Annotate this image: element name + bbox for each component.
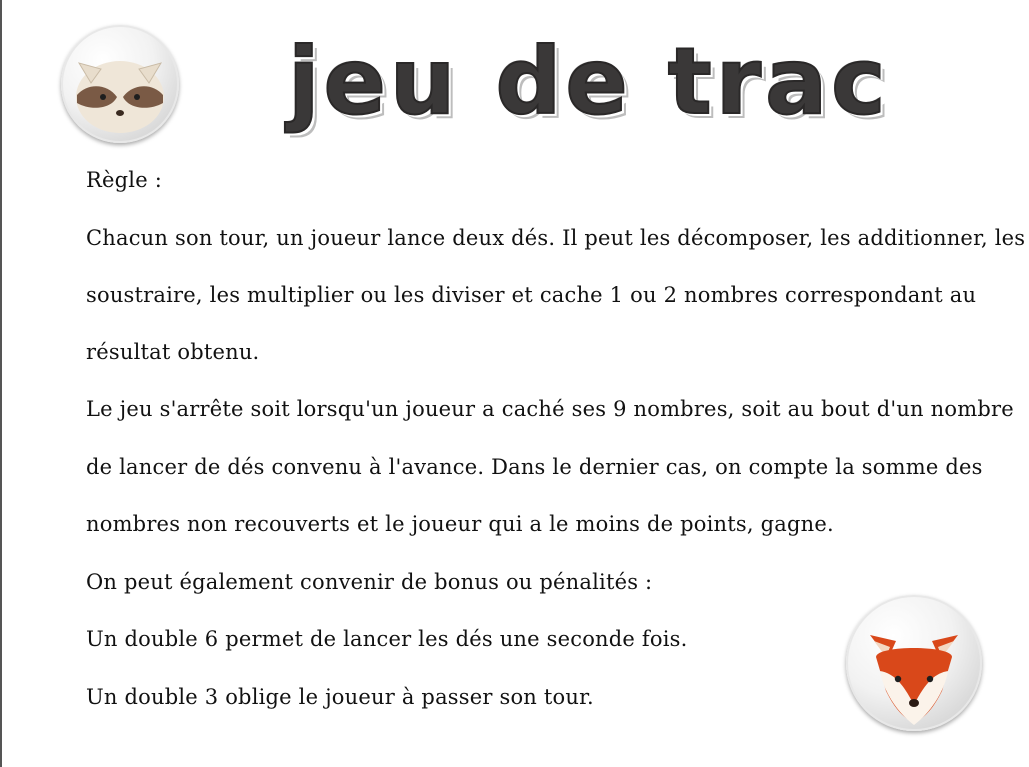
fox-badge (846, 595, 982, 731)
raccoon-face-icon (61, 25, 179, 143)
page-left-border (0, 0, 2, 767)
rules-line: Chacun son tour, un joueur lance deux dés. Il peut les décomposer, les additionner, les (86, 225, 1026, 250)
page-title: jeu de trac (288, 28, 890, 135)
rules-line: Un double 6 permet de lancer les dés une seconde fois. (86, 627, 688, 651)
rules-line: résultat obtenu. (86, 339, 260, 364)
rules-line: soustraire, les multiplier ou les diviser et cache 1 ou 2 nombres correspondant au (86, 283, 977, 307)
rules-line: Le jeu s'arrête soit lorsqu'un joueur a caché ses 9 nombres, soit au bout d'un nombre (86, 397, 1014, 421)
fox-face-icon (846, 595, 982, 731)
rules-line: On peut également convenir de bonus ou pénalités : (86, 569, 653, 594)
rules-line: Un double 3 oblige le joueur à passer son tour. (86, 684, 594, 709)
raccoon-badge (61, 25, 179, 143)
rules-line: de lancer de dés convenu à l'avance. Dans le dernier cas, on compte la somme des (86, 454, 983, 479)
rules-heading: Règle : (86, 168, 162, 192)
rules-line: nombres non recouverts et le joueur qui a le moins de points, gagne. (86, 512, 834, 536)
